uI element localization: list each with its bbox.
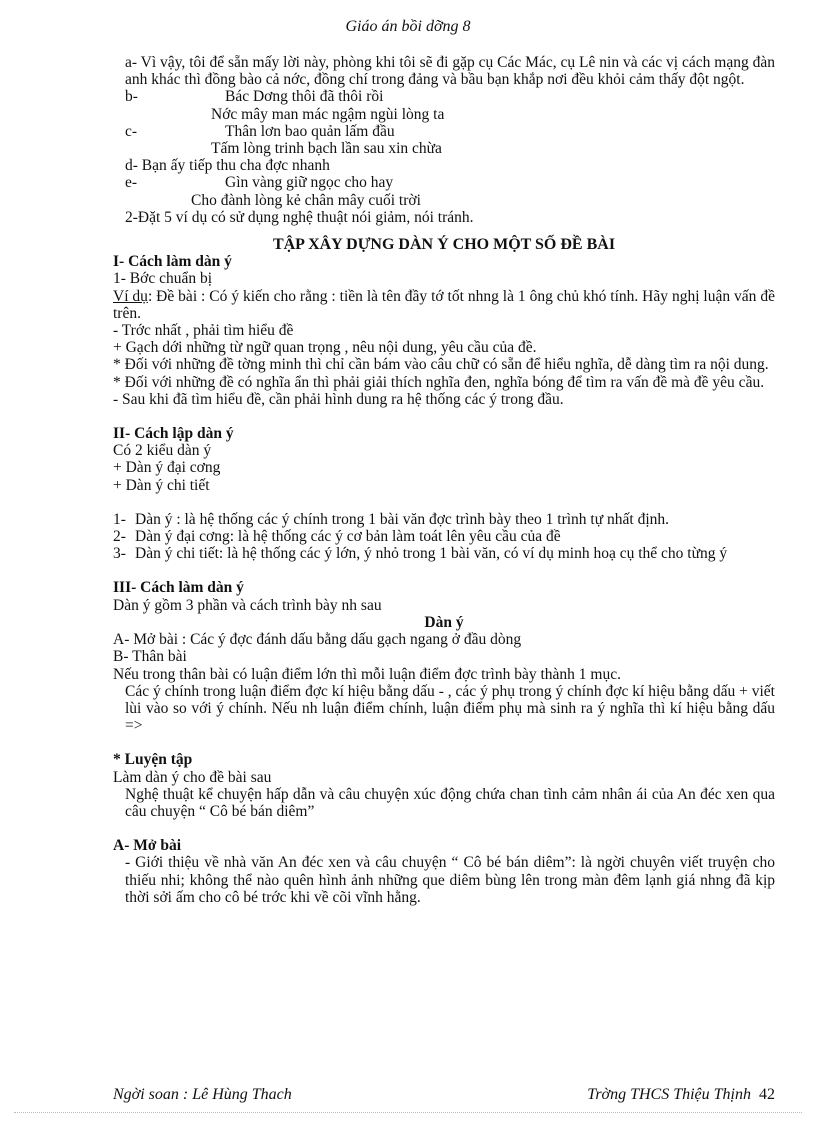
- s1-line-1: - Trớc nhất , phải tìm hiểu đề: [113, 322, 294, 340]
- paragraph-a: a- Vì vậy, tôi để sẵn mấy lời này, phòng khi tôi sẽ đi gặp cụ Các Mác, cụ Lê nin và các vị cách mạng đàn anh khác thì đồng bào cả nớc, đồng chí trong đảng và bầu bạn khắp nơi đều khỏi cảm thấy đột ngột.: [125, 54, 775, 89]
- verse-e-line-1: e- Gìn vàng giữ ngọc cho hay: [125, 174, 394, 192]
- s3-line-2: A- Mở bài : Các ý đợc đánh dấu bằng dấu gạch ngang ở đầu dòng: [113, 631, 522, 649]
- section-title: TẬP XÂY DỰNG DÀN Ý CHO MỘT SỐ ĐỀ BÀI: [272, 236, 616, 254]
- s2-line-1: Có 2 kiểu dàn ý: [113, 442, 212, 460]
- heading-cach-lam-dan-y-3: III- Cách làm dàn ý: [113, 579, 244, 597]
- line-d: d- Bạn ấy tiếp thu cha đợc nhanh: [125, 157, 330, 175]
- heading-cach-lam-dan-y: I- Cách làm dàn ý: [113, 253, 232, 271]
- s3-line-4: Nếu trong thân bài có luận điểm lớn thì mỗi luận điểm đợc trình bày thành 1 mục.: [113, 665, 621, 683]
- example: Ví dụ: Đề bài : Có ý kiến cho rằng : tiền là tên đầy tớ tốt nhng là 1 ông chủ khó tính. Hãy nghị luận vấn đề trên.: [113, 287, 775, 322]
- s3-line-3: B- Thân bài: [113, 648, 187, 666]
- s1-line-3: * Đối với những đề tờng minh thì chỉ cần bám vào câu chữ có sẵn để hiểu nghĩa, dễ dàng tìm ra nội dung.: [113, 356, 769, 374]
- numbered-item-2: 2- Dàn ý đại cơng: là hệ thống các ý cơ bản làm toát lên yêu cầu của đề: [113, 528, 561, 546]
- page-header: Giáo án bồi dỡng 8: [345, 18, 471, 35]
- s3-center-heading: Dàn ý: [424, 613, 464, 631]
- verse-b-line-1: b- Bác Dơng thôi đã thôi rồi: [125, 88, 384, 106]
- heading-luyen-tap: * Luyện tập: [113, 751, 193, 769]
- footer-right: [587, 1086, 775, 1104]
- s5-line-1: - Giới thiệu về nhà văn An đéc xen và câu chuyện “ Cô bé bán diêm”: là ngời chuyên viết truyện cho thiếu nhi; không thể nào quên hình ảnh những que diêm bùng lên trong màn đêm lạnh giá nhng đã kịp thời sởi ấm cho cô bé trớc khi về cõi vĩnh hằng.: [125, 854, 775, 906]
- s2-line-2: + Dàn ý đại cơng: [113, 459, 221, 477]
- s3-line-1: Dàn ý gồm 3 phần và cách trình bày nh sau: [113, 596, 382, 614]
- footer-school: Trờng THCS Thiệu Thịnh: [587, 1086, 751, 1103]
- verse-e-line-2: Cho đành lòng kẻ chân mây cuối trời: [191, 191, 421, 209]
- verse-c-line-2: Tấm lòng trinh bạch lần sau xin chừa: [211, 140, 442, 158]
- heading-mo-bai: A- Mở bài: [113, 837, 181, 855]
- page-number: 42: [759, 1086, 775, 1103]
- heading-cach-lap-dan-y: II- Cách lập dàn ý: [113, 425, 234, 443]
- task-2: 2-Đặt 5 ví dụ có sử dụng nghệ thuật nói giảm, nói tránh.: [125, 208, 474, 226]
- s1-line-4: * Đối với những đề có nghĩa ẩn thì phải giải thích nghĩa đen, nghĩa bóng để tìm ra vấn đề mà đề yêu cầu.: [113, 373, 765, 391]
- step-1: 1- Bớc chuẩn bị: [113, 270, 213, 288]
- s1-line-5: - Sau khi đã tìm hiểu đề, cần phải hình dung ra hệ thống các ý trong đầu.: [113, 390, 564, 408]
- numbered-item-3: 3- Dàn ý chi tiết: là hệ thống các ý lớn, ý nhỏ trong 1 bài văn, có ví dụ minh hoạ cụ thể cho từng ý: [113, 545, 728, 563]
- s4-line-1: Làm dàn ý cho đề bài sau: [113, 768, 272, 786]
- verse-b-line-2: Nớc mây man mác ngậm ngùi lòng ta: [211, 105, 445, 123]
- footer-author: Ngời soan : Lê Hùng Thach: [113, 1086, 292, 1103]
- s4-line-2: Nghệ thuật kể chuyện hấp dẫn và câu chuyện xúc động chứa chan tình cảm nhân ái của An đéc xen qua câu chuyện “ Cô bé bán diêm”: [125, 785, 775, 820]
- page-content: [113, 54, 775, 906]
- verse-c-line-1: c- Thân lơn bao quản lấm đầu: [125, 122, 395, 140]
- numbered-item-1: 1- Dàn ý : là hệ thống các ý chính trong 1 bài văn đợc trình bày theo 1 trình tự nhất định.: [113, 510, 670, 528]
- s1-line-2: + Gạch dới những từ ngữ quan trọng , nêu nội dung, yêu cầu của đề.: [113, 339, 537, 357]
- page-footer: [113, 1086, 775, 1104]
- footer-divider: [14, 1112, 802, 1113]
- s3-line-5: Các ý chính trong luận điểm đợc kí hiệu bằng dấu - , các ý phụ trong ý chính đợc kí hiệu bằng dấu + viết lùi vào so với ý chính. Nếu nh luận điểm chính, luận điểm phụ mà sinh ra ý nghĩa thì kí hiệu bằng dấu =>: [125, 682, 775, 735]
- s2-line-3: + Dàn ý chi tiết: [113, 476, 210, 494]
